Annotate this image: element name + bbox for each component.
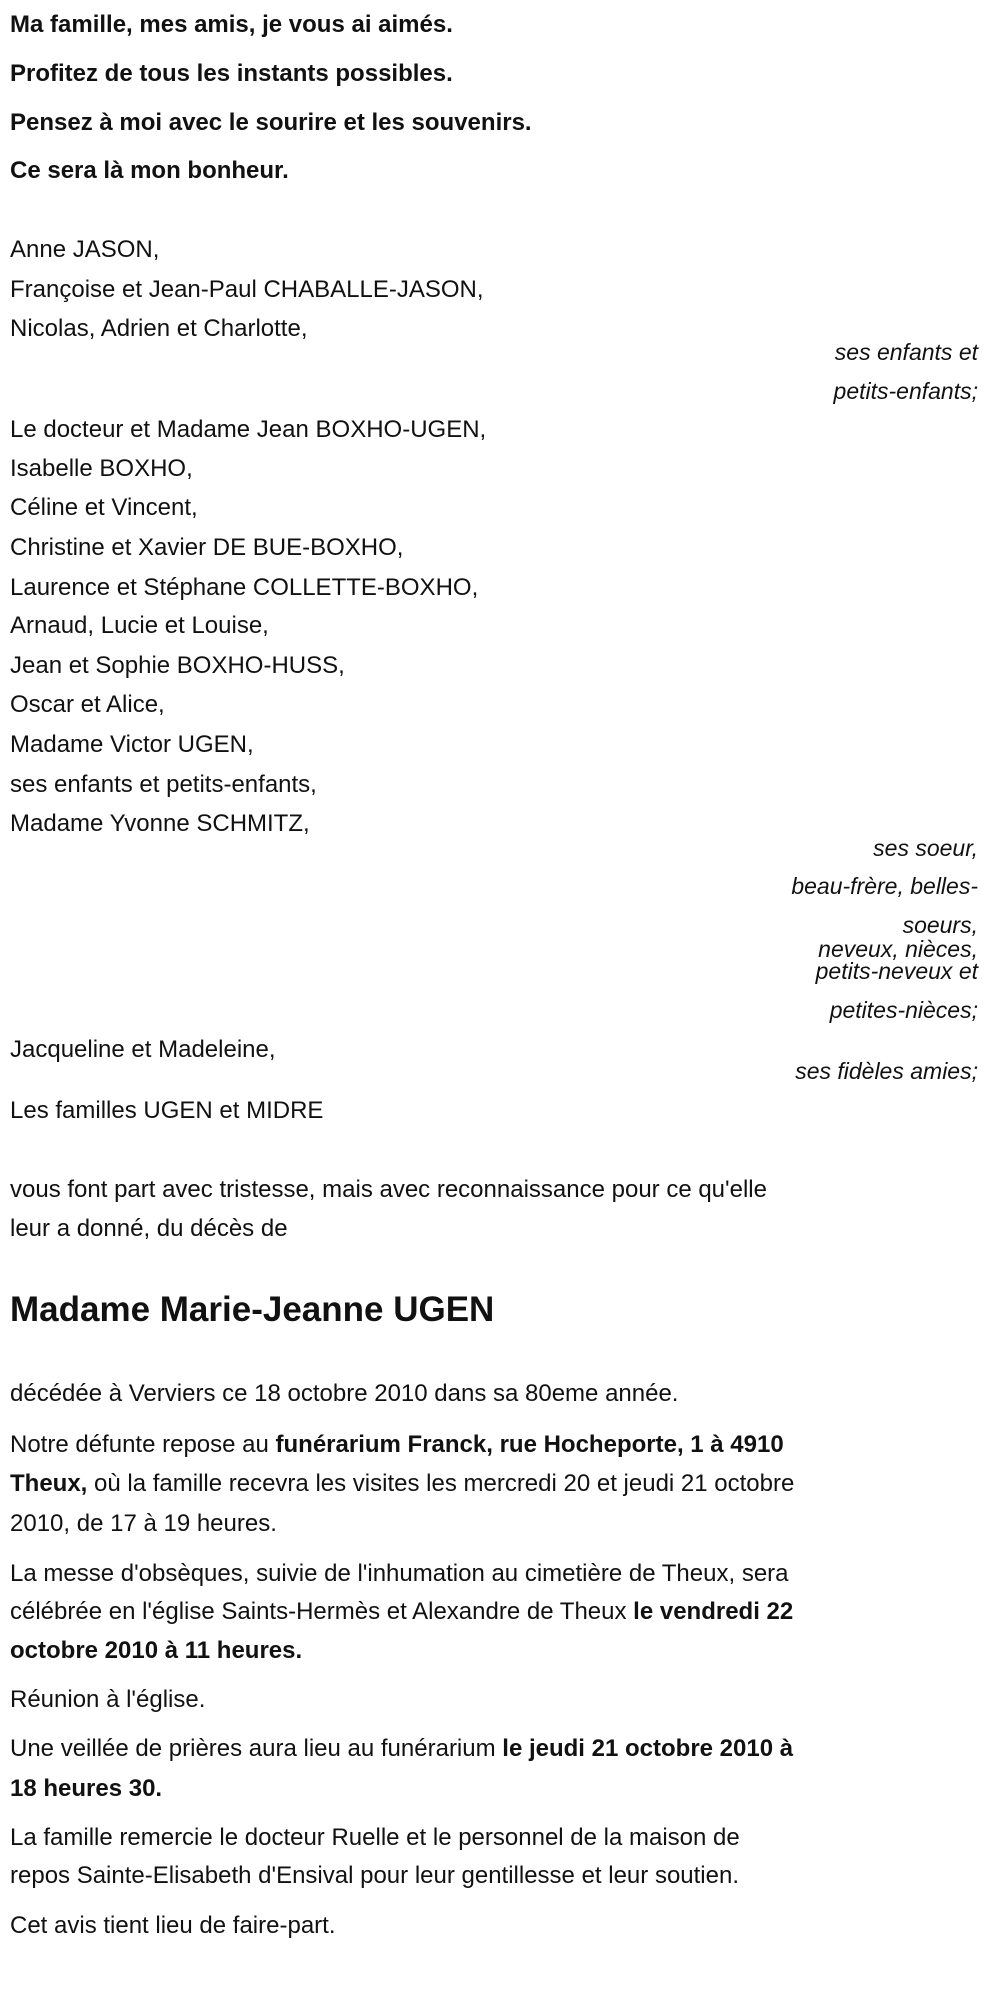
relation-label: beau-frère, belles-	[791, 873, 978, 899]
emphasized-text: funérarium Franck, rue Hocheporte, 1 à 4910	[275, 1431, 784, 1458]
family-member-line: ses enfants et petits-enfants,	[10, 771, 317, 798]
family-member-line: Arnaud, Lucie et Louise,	[10, 612, 269, 639]
relation-label: soeurs,	[902, 912, 978, 938]
text: décédée à Verviers ce 18 octobre 2010 dans sa 80eme année.	[10, 1380, 679, 1407]
text: Une veillée de prières aura lieu au funérarium	[10, 1735, 503, 1762]
text: La famille remercie le docteur Ruelle et le personnel de la maison de	[10, 1824, 740, 1851]
details-line	[10, 1597, 793, 1627]
family-member-line: Oscar et Alice,	[10, 691, 165, 718]
emphasized-text: 18 heures 30.	[10, 1775, 163, 1802]
poem-line: Ce sera là mon bonheur.	[10, 157, 289, 184]
details-line	[10, 1430, 784, 1460]
text: repos Sainte-Elisabeth d'Ensival pour leur gentillesse et leur soutien.	[10, 1862, 739, 1889]
emphasized-text: Theux,	[10, 1470, 88, 1497]
family-member-line: Christine et Xavier DE BUE-BOXHO,	[10, 534, 404, 561]
text: Notre défunte repose au	[10, 1431, 276, 1458]
emphasized-text: le vendredi 22	[633, 1598, 794, 1625]
family-member-line: Isabelle BOXHO,	[10, 455, 193, 482]
family-member-line: Madame Yvonne SCHMITZ,	[10, 810, 310, 837]
text: 2010, de 17 à 19 heures.	[10, 1510, 277, 1537]
deceased-name: Madame Marie-Jeanne UGEN	[10, 1290, 495, 1329]
details-line	[10, 1685, 205, 1715]
relation-label: petits-neveux et	[815, 958, 978, 984]
family-member-line: Céline et Vincent,	[10, 494, 198, 521]
family-member-line: Anne JASON,	[10, 236, 160, 263]
emphasized-text: le jeudi 21 octobre 2010 à	[502, 1735, 794, 1762]
text: La messe d'obsèques, suivie de l'inhumation au cimetière de Theux, sera	[10, 1560, 789, 1587]
poem-line: Ma famille, mes amis, je vous ai aimés.	[10, 11, 453, 38]
relation-label: petites-nièces;	[829, 997, 978, 1023]
details-line	[10, 1509, 277, 1539]
relation-label: neveux, nièces,	[818, 936, 978, 962]
details-line	[10, 1734, 793, 1764]
family-member-line: Jacqueline et Madeleine,	[10, 1036, 276, 1063]
poem-line: Pensez à moi avec le sourire et les souvenirs.	[10, 109, 532, 136]
announcement-line: vous font part avec tristesse, mais avec reconnaissance pour ce qu'elle	[10, 1176, 767, 1203]
details-line	[10, 1636, 302, 1666]
relation-label: ses enfants et	[834, 339, 978, 365]
details-line	[10, 1559, 789, 1589]
details-line	[10, 1774, 162, 1804]
emphasized-text: octobre 2010 à 11 heures.	[10, 1637, 303, 1664]
family-member-line: Nicolas, Adrien et Charlotte,	[10, 315, 308, 342]
details-line	[10, 1861, 739, 1891]
text: où la famille recevra les visites les mercredi 20 et jeudi 21 octobre	[87, 1470, 795, 1497]
details-line	[10, 1823, 740, 1853]
relation-label: ses fidèles amies;	[795, 1058, 978, 1084]
details-line	[10, 1379, 678, 1409]
text: Réunion à l'église.	[10, 1686, 206, 1713]
family-member-line: Madame Victor UGEN,	[10, 731, 254, 758]
relation-label: petits-enfants;	[833, 378, 978, 404]
relation-label: ses soeur,	[873, 835, 978, 861]
details-line	[10, 1911, 336, 1941]
family-member-line: Laurence et Stéphane COLLETTE-BOXHO,	[10, 574, 479, 601]
text: célébrée en l'église Saints-Hermès et Alexandre de Theux	[10, 1598, 634, 1625]
poem-line: Profitez de tous les instants possibles.	[10, 60, 453, 87]
details-line	[10, 1469, 794, 1499]
family-member-line: Jean et Sophie BOXHO-HUSS,	[10, 652, 345, 679]
family-member-line: Le docteur et Madame Jean BOXHO-UGEN,	[10, 416, 487, 443]
announcement-line: leur a donné, du décès de	[10, 1215, 288, 1242]
text: Cet avis tient lieu de faire-part.	[10, 1912, 336, 1939]
family-member-line: Les familles UGEN et MIDRE	[10, 1097, 324, 1124]
family-member-line: Françoise et Jean-Paul CHABALLE-JASON,	[10, 276, 484, 303]
